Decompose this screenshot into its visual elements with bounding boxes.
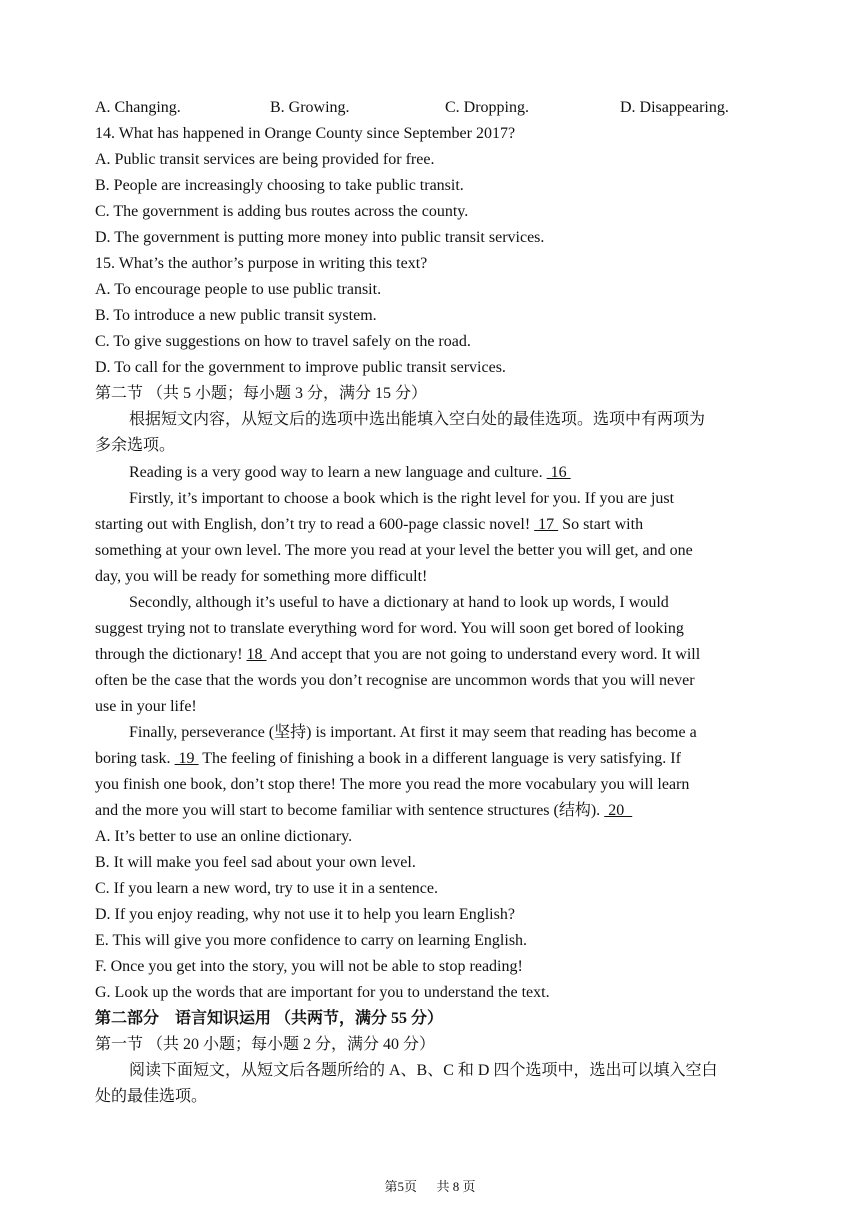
part2-instruction: 阅读下面短文，从短文后各题所给的 A、B、C 和 D 四个选项中，选出可以填入空白 <box>129 1062 718 1079</box>
blank-20: 20 <box>604 802 633 819</box>
passage-line <box>95 645 700 665</box>
q13-option-b: B. Growing. <box>270 99 350 116</box>
choice-f: F. Once you get into the story, you will not be able to stop reading! <box>95 958 523 975</box>
blank-16: 16 <box>546 464 571 481</box>
blank-18: 18 <box>246 646 267 663</box>
q15-question: 15. What’s the author’s purpose in writing this text? <box>95 255 428 272</box>
q14-option-a: A. Public transit services are being provided for free. <box>95 151 435 168</box>
passage-line <box>129 463 571 483</box>
part2-section1-heading: 第一节 （共 20 小题；每小题 2 分，满分 40 分） <box>95 1036 436 1053</box>
passage-line: Secondly, although it’s useful to have a dictionary at hand to look up words, I would <box>129 594 669 611</box>
q13-option-a: A. Changing. <box>95 99 181 116</box>
passage-text: starting out with English, don’t try to read a 600-page classic novel! <box>95 516 531 533</box>
passage-line <box>95 801 632 821</box>
q15-option-d: D. To call for the government to improve public transit services. <box>95 359 506 376</box>
passage-line <box>95 515 643 535</box>
choice-b: B. It will make you feel sad about your own level. <box>95 854 416 871</box>
passage-line <box>95 749 681 769</box>
q15-option-b: B. To introduce a new public transit system. <box>95 307 377 324</box>
passage-line: day, you will be ready for something more difficult! <box>95 568 428 585</box>
passage-text: And accept that you are not going to understand every word. It will <box>269 646 701 663</box>
passage-text: Reading is a very good way to learn a new language and culture. <box>129 464 543 481</box>
page-footer <box>0 1178 860 1196</box>
page-number: 第5页 <box>384 1179 417 1194</box>
q14-question: 14. What has happened in Orange County since September 2017? <box>95 125 516 142</box>
part2-instruction-cont: 处的最佳选项。 <box>95 1088 208 1105</box>
q13-options <box>95 98 775 118</box>
passage-line: suggest trying not to translate everything word for word. You will soon get bored of looking <box>95 620 684 637</box>
section2-heading: 第二节 （共 5 小题；每小题 3 分，满分 15 分） <box>95 385 428 402</box>
passage-text: through the dictionary! <box>95 646 243 663</box>
section2-instruction-cont: 多余选项。 <box>95 437 176 454</box>
passage-line: often be the case that the words you don’t recognise are uncommon words that you will never <box>95 672 695 689</box>
passage-line: something at your own level. The more you read at your level the better you will get, and one <box>95 542 693 559</box>
passage-line: you finish one book, don’t stop there! The more you read the more vocabulary you will learn <box>95 776 690 793</box>
q15-option-c: C. To give suggestions on how to travel safely on the road. <box>95 333 471 350</box>
choice-g: G. Look up the words that are important for you to understand the text. <box>95 984 550 1001</box>
passage-text: So start with <box>562 516 644 533</box>
q14-option-c: C. The government is adding bus routes across the county. <box>95 203 469 220</box>
passage-text: The feeling of finishing a book in a different language is very satisfying. If <box>202 750 681 767</box>
choice-c: C. If you learn a new word, try to use it in a sentence. <box>95 880 439 897</box>
passage-line: Firstly, it’s important to choose a book which is the right level for you. If you are just <box>129 490 675 507</box>
passage-line: Finally, perseverance (坚持) is important. At first it may seem that reading has become a <box>129 724 697 741</box>
q13-option-c: C. Dropping. <box>445 99 529 116</box>
choice-e: E. This will give you more confidence to carry on learning English. <box>95 932 528 949</box>
blank-17: 17 <box>534 516 559 533</box>
q13-option-d: D. Disappearing. <box>620 99 729 116</box>
passage-text: and the more you will start to become familiar with sentence structures (结构). <box>95 802 601 819</box>
passage-line: use in your life! <box>95 698 197 715</box>
passage-text: boring task. <box>95 750 171 767</box>
blank-19: 19 <box>174 750 199 767</box>
page-total: 共 8 页 <box>436 1179 476 1194</box>
choice-d: D. If you enjoy reading, why not use it to help you learn English? <box>95 906 515 923</box>
choice-a: A. It’s better to use an online dictionary. <box>95 828 353 845</box>
q14-option-d: D. The government is putting more money into public transit services. <box>95 229 545 246</box>
section2-instruction: 根据短文内容，从短文后的选项中选出能填入空白处的最佳选项。选项中有两项为 <box>129 411 706 428</box>
q15-option-a: A. To encourage people to use public transit. <box>95 281 382 298</box>
part2-heading: 第二部分 语言知识运用 （共两节，满分 55 分） <box>95 1010 444 1027</box>
q14-option-b: B. People are increasingly choosing to take public transit. <box>95 177 464 194</box>
